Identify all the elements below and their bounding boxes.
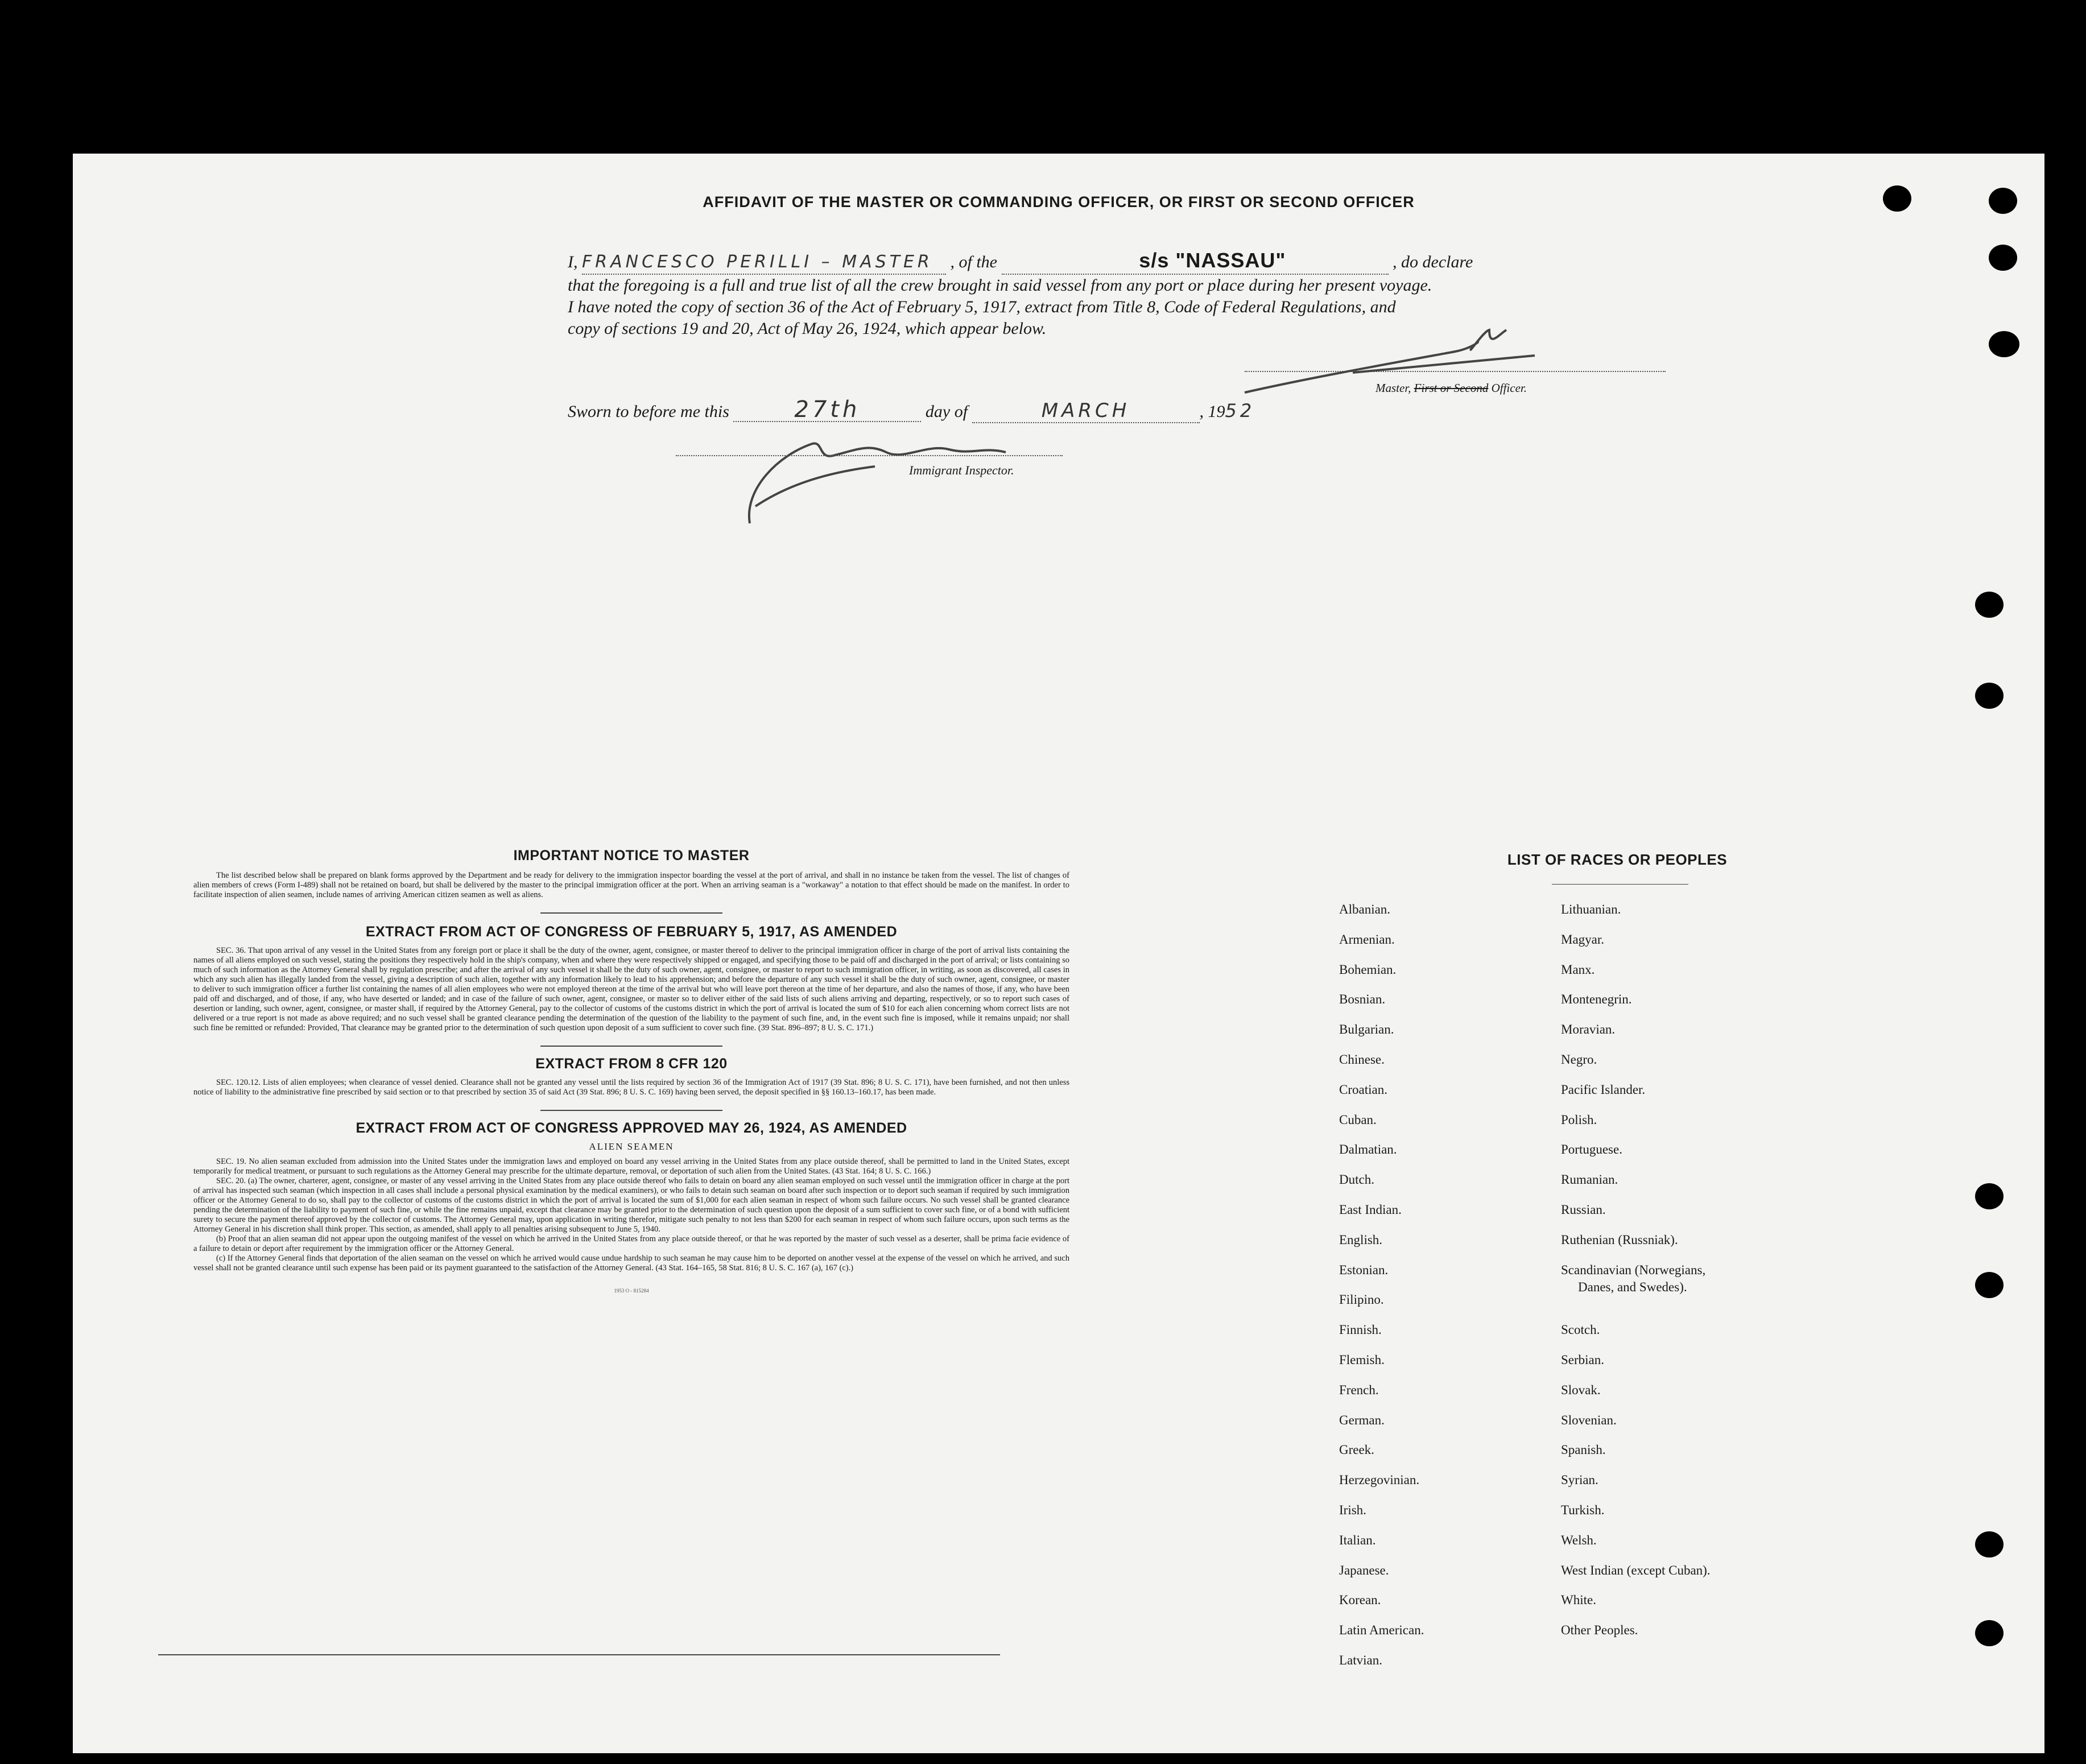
divider bbox=[540, 912, 722, 914]
notice-title: IMPORTANT NOTICE TO MASTER bbox=[513, 848, 750, 864]
notice-body: The list described below shall be prepared on blank forms approved by the Department and be ready for delivery to the immigration inspector boarding the vessel at the port of arrival, and shall in no instance be taken from the vessel. The list of changes of alien members of crews (Form I-489) shall not be retained on board, but shall be delivered by the master to the principal immigration officer at the port. When an arriving seaman is a "workaway" a notation to that effect should be made on the manifest. In order to facilitate inspection of alien seamen, include names of arriving American citizen seamen as well as aliens. bbox=[193, 871, 1069, 899]
races-title-rule bbox=[1552, 884, 1688, 885]
race-item: Danes, and Swedes). bbox=[1578, 1279, 1687, 1294]
binder-hole bbox=[1989, 331, 2019, 357]
inspector-signature-line bbox=[676, 455, 1063, 456]
inspector-label: Immigrant Inspector. bbox=[909, 463, 1014, 477]
declaration-i: I, bbox=[568, 253, 578, 271]
race-item: West Indian (except Cuban). bbox=[1561, 1563, 1711, 1577]
race-item: Lithuanian. bbox=[1561, 902, 1621, 916]
year-prefix: , 19 bbox=[1199, 402, 1225, 421]
vessel-name: s/s "NASSAU" bbox=[1139, 249, 1286, 272]
sworn-label: Sworn to before me this bbox=[568, 402, 729, 421]
binder-hole bbox=[1975, 592, 2004, 618]
race-item: Ruthenian (Russniak). bbox=[1561, 1232, 1678, 1247]
print-code: 1953 O - 815284 bbox=[614, 1288, 649, 1294]
race-item: French. bbox=[1339, 1382, 1379, 1397]
day-handwritten: 27th bbox=[733, 398, 921, 422]
declaration-line-2: that the foregoing is a full and true list of all the crew brought in said vessel from any port or place during her present voyage. bbox=[568, 276, 1432, 295]
race-item: East Indian. bbox=[1339, 1203, 1402, 1217]
extract-1917-body: SEC. 36. That upon arrival of any vessel in the United States from any foreign port or place it shall be the duty of the owner, agent, consignee, or master thereof to deliver to the principal immigration officer in charge of the port of arrival lists containing the names of all aliens employed on such vessel, stating the positions they respectively hold in the ship's company, when and where they were respectively shipped or engaged, and specifying those to be paid off and discharged in the port of arrival; or lists containing so much of such information as the Attorney General shall by regulation prescribe; and after the arrival of any such vessel it shall be the duty of such owner, agent, consignee, or master to report to such immigration officer, in writing, as soon as discovered, all cases in which any such alien has illegally landed from the vessel, giving a description of such alien, together with any information likely to lead to his apprehension; and before the departure of any such vessel it shall be the duty of such owner, agent, consignee, or master to deliver to such immigration officer a further list containing the names of all alien employees who were not employed thereon at the time of the arrival but who will leave port thereon at the time of her departure, and also the names of those, if any, who have been paid off and discharged, and of those, if any, who have deserted or landed; and in case of the failure of such owner, agent, consignee, or master so to deliver either of the said lists of such aliens arriving and departing, respectively, or so to report such cases of desertion or landing, such owner, agent, consignee, or master shall, if required by the Attorney General, pay to the collector of customs of the customs district in which the port of arrival is located the sum of $10 for each alien concerning whom correct lists are not delivered or a true report is not made as above required; and no such vessel shall be granted clearance pending the determination of the question of the liability to the payment of such fine, and, in the event such fine is imposed, while it remains unpaid; nor shall such fine be remitted or refunded: Provided, That clearance may be granted prior to the determination of such question upon deposit of a sum sufficient to cover such fine. (39 Stat. 896–897; 8 U. S. C. 171.) bbox=[193, 946, 1069, 1032]
declaration-line-3: I have noted the copy of section 36 of the Act of February 5, 1917, extract from Title 8, Code of Federal Regulations, and bbox=[568, 298, 1396, 316]
day-of-label: day of bbox=[925, 402, 968, 421]
struck-officer-text: First or Second bbox=[1414, 381, 1489, 395]
race-item: Rumanian. bbox=[1561, 1172, 1618, 1187]
race-item: Scotch. bbox=[1561, 1323, 1600, 1337]
extract-1924-title: EXTRACT FROM ACT OF CONGRESS APPROVED MAY 26, 1924, AS AMENDED bbox=[356, 1120, 907, 1136]
binder-hole bbox=[1975, 683, 2004, 709]
binder-hole bbox=[1975, 1620, 2004, 1646]
binder-hole bbox=[1883, 185, 1911, 212]
race-item: Polish. bbox=[1561, 1112, 1597, 1127]
race-item: Dutch. bbox=[1339, 1172, 1374, 1187]
master-name-handwritten: FRANCESCO PERILLI – MASTER bbox=[582, 251, 946, 275]
divider bbox=[540, 1046, 722, 1047]
month-handwritten: MARCH bbox=[972, 399, 1200, 423]
race-item: Albanian. bbox=[1339, 902, 1391, 916]
race-item: Magyar. bbox=[1561, 932, 1605, 947]
race-item: Bohemian. bbox=[1339, 962, 1397, 977]
extract-1917-title: EXTRACT FROM ACT OF CONGRESS OF FEBRUARY 5, 1917, AS AMENDED bbox=[365, 924, 898, 940]
master-signature bbox=[1239, 324, 1558, 404]
declaration-line-4: copy of sections 19 and 20, Act of May 26, 1924, which appear below. bbox=[568, 319, 1047, 338]
declaration-line-1 bbox=[568, 249, 1683, 275]
bottom-rule bbox=[158, 1654, 1000, 1655]
race-item: Cuban. bbox=[1339, 1112, 1377, 1127]
race-item: Latvian. bbox=[1339, 1653, 1382, 1667]
race-item: Bulgarian. bbox=[1339, 1022, 1394, 1037]
binder-hole bbox=[1989, 245, 2017, 271]
race-item: Chinese. bbox=[1339, 1052, 1385, 1067]
race-item: Montenegrin. bbox=[1561, 992, 1632, 1007]
race-item: Turkish. bbox=[1561, 1503, 1605, 1517]
binder-hole bbox=[1989, 188, 2017, 214]
race-item: Italian. bbox=[1339, 1532, 1376, 1547]
race-item: Manx. bbox=[1561, 962, 1595, 977]
affidavit-title: AFFIDAVIT OF THE MASTER OR COMMANDING OFFICER, OR FIRST OR SECOND OFFICER bbox=[703, 193, 1415, 210]
sworn-line bbox=[568, 398, 1535, 423]
race-item: Syrian. bbox=[1561, 1473, 1598, 1488]
declaration-do-declare: , do declare bbox=[1393, 253, 1473, 271]
race-item: Pacific Islander. bbox=[1561, 1082, 1646, 1097]
race-item: Serbian. bbox=[1561, 1353, 1605, 1367]
race-item: English. bbox=[1339, 1232, 1383, 1247]
races-column-1 bbox=[1339, 902, 1555, 1667]
race-item: Russian. bbox=[1561, 1203, 1606, 1217]
sec-20a-text: SEC. 20. (a) The owner, charterer, agent, consignee, or master of any vessel arriving in the United States from any place outside thereof who fails to detain on board any alien seaman employed on such vessel until the immigration officer in charge at the port of arrival has inspected such seaman (which inspection in all cases shall include a personal physical examination by the medical examiners), or who fails to detain such seaman on board after such inspection or to deport such seaman if required by such immigration officer or the Attorney General to do so, shall pay to the collector of customs of the customs district in which the port of arrival is located the sum of $1,000 for each alien seaman in respect of whom such failure occurs. No such vessel shall be granted clearance pending the determination of the liability to payment of such fine, or while the fine remains unpaid, except that clearance may be granted prior to the determination of such question upon the deposit of a sum sufficient to cover such fine, or of a bond with sufficient surety to secure the payment thereof approved by the collector of customs. The Attorney General may, upon application in writing therefor, mitigate such penalty to not less than $200 for each seaman in respect of whom such failure occurs, upon such terms as the Attorney General in his discretion shall think proper. This section, as amended, shall apply to all penalties arising subsequent to June 5, 1940. bbox=[193, 1176, 1069, 1234]
race-item: Other Peoples. bbox=[1561, 1623, 1638, 1638]
race-item: Flemish. bbox=[1339, 1353, 1385, 1367]
race-item: White. bbox=[1561, 1593, 1596, 1608]
race-item: Latin American. bbox=[1339, 1623, 1424, 1638]
race-item: Slovak. bbox=[1561, 1382, 1601, 1397]
race-item: German. bbox=[1339, 1412, 1385, 1427]
declaration-of-the: , of the bbox=[950, 253, 997, 271]
year-handwritten: 52 bbox=[1225, 400, 1255, 422]
races-title: LIST OF RACES OR PEOPLES bbox=[1507, 851, 1728, 868]
race-item: Greek. bbox=[1339, 1443, 1374, 1457]
race-item: Slovenian. bbox=[1561, 1412, 1617, 1427]
officer-label: Officer. bbox=[1491, 381, 1527, 395]
races-column-2 bbox=[1561, 902, 1857, 1664]
race-item: Finnish. bbox=[1339, 1323, 1382, 1337]
divider bbox=[540, 1110, 722, 1111]
extract-cfr-title: EXTRACT FROM 8 CFR 120 bbox=[535, 1056, 728, 1072]
race-item: Negro. bbox=[1561, 1052, 1597, 1067]
race-item: Dalmatian. bbox=[1339, 1142, 1397, 1157]
race-item: Filipino. bbox=[1339, 1292, 1384, 1307]
notices-column bbox=[193, 848, 1069, 1294]
race-item: Spanish. bbox=[1561, 1443, 1606, 1457]
extract-cfr-body: SEC. 120.12. Lists of alien employees; when clearance of vessel denied. Clearance shall not be granted any vessel until the lists required by section 36 of the Immigration Act of 1917 (39 Stat. 896; 8 U. S. C. 171), have been furnished, and not then unless notice of liability to the administrative fine prescribed by said section or to that prescribed by section 35 of said Act (39 Stat. 896; 8 U. S. C. 169) having been served, the deposit specified in §§ 160.13–160.17, has been made. bbox=[193, 1078, 1069, 1097]
document-sheet bbox=[73, 154, 2044, 1753]
race-item: Portuguese. bbox=[1561, 1142, 1622, 1157]
race-item: Irish. bbox=[1339, 1503, 1366, 1517]
race-item: Croatian. bbox=[1339, 1082, 1387, 1097]
race-item: Armenian. bbox=[1339, 932, 1395, 947]
race-item: Estonian. bbox=[1339, 1262, 1389, 1277]
race-item: Moravian. bbox=[1561, 1022, 1616, 1037]
race-item: Scandinavian (Norwegians, bbox=[1561, 1262, 1706, 1277]
race-item: Herzegovinian. bbox=[1339, 1473, 1420, 1488]
inspector-signature bbox=[687, 421, 1097, 535]
sec-20b-text: (b) Proof that an alien seaman did not appear upon the outgoing manifest of the vessel on which he arrived in the United States from any place outside thereof, or that he was reported by the master of such vessel as a deserter, shall be prima facie evidence of a failure to detain or deport after requirement by the immigration officer or the Attorney General. bbox=[193, 1234, 1069, 1253]
race-item: Korean. bbox=[1339, 1593, 1381, 1608]
binder-hole bbox=[1975, 1272, 2004, 1298]
sec-19-text: SEC. 19. No alien seaman excluded from admission into the United States under the immigration laws and employed on board any vessel arriving in the United States from any place outside thereof, shall be permitted to land in the United States, except temporarily for medical treatment, or pursuant to such regulations as the Attorney General may prescribe for the ultimate departure, removal, or deportation of such alien from the United States. (43 Stat. 164; 8 U. S. C. 166.) bbox=[193, 1157, 1069, 1176]
race-item: Welsh. bbox=[1561, 1532, 1597, 1547]
binder-hole bbox=[1975, 1531, 2004, 1558]
master-label: Master, bbox=[1375, 381, 1411, 395]
binder-hole bbox=[1975, 1183, 2004, 1209]
race-item: Bosnian. bbox=[1339, 992, 1386, 1007]
sec-20c-text: (c) If the Attorney General finds that deportation of the alien seaman on the vessel on which he arrived would cause undue hardship to such seaman he may cause him to be deported on another vessel at the expense of the vessel on which he arrived, and such vessel shall not be granted clearance until such expense has been paid or its payment guaranteed to the satisfaction of the Attorney General. (43 Stat. 164–165, 58 Stat. 816; 8 U. S. C. 167 (a), 167 (c).) bbox=[193, 1254, 1069, 1273]
race-item: Japanese. bbox=[1339, 1563, 1389, 1577]
extract-1924-subtitle: ALIEN SEAMEN bbox=[589, 1141, 674, 1152]
